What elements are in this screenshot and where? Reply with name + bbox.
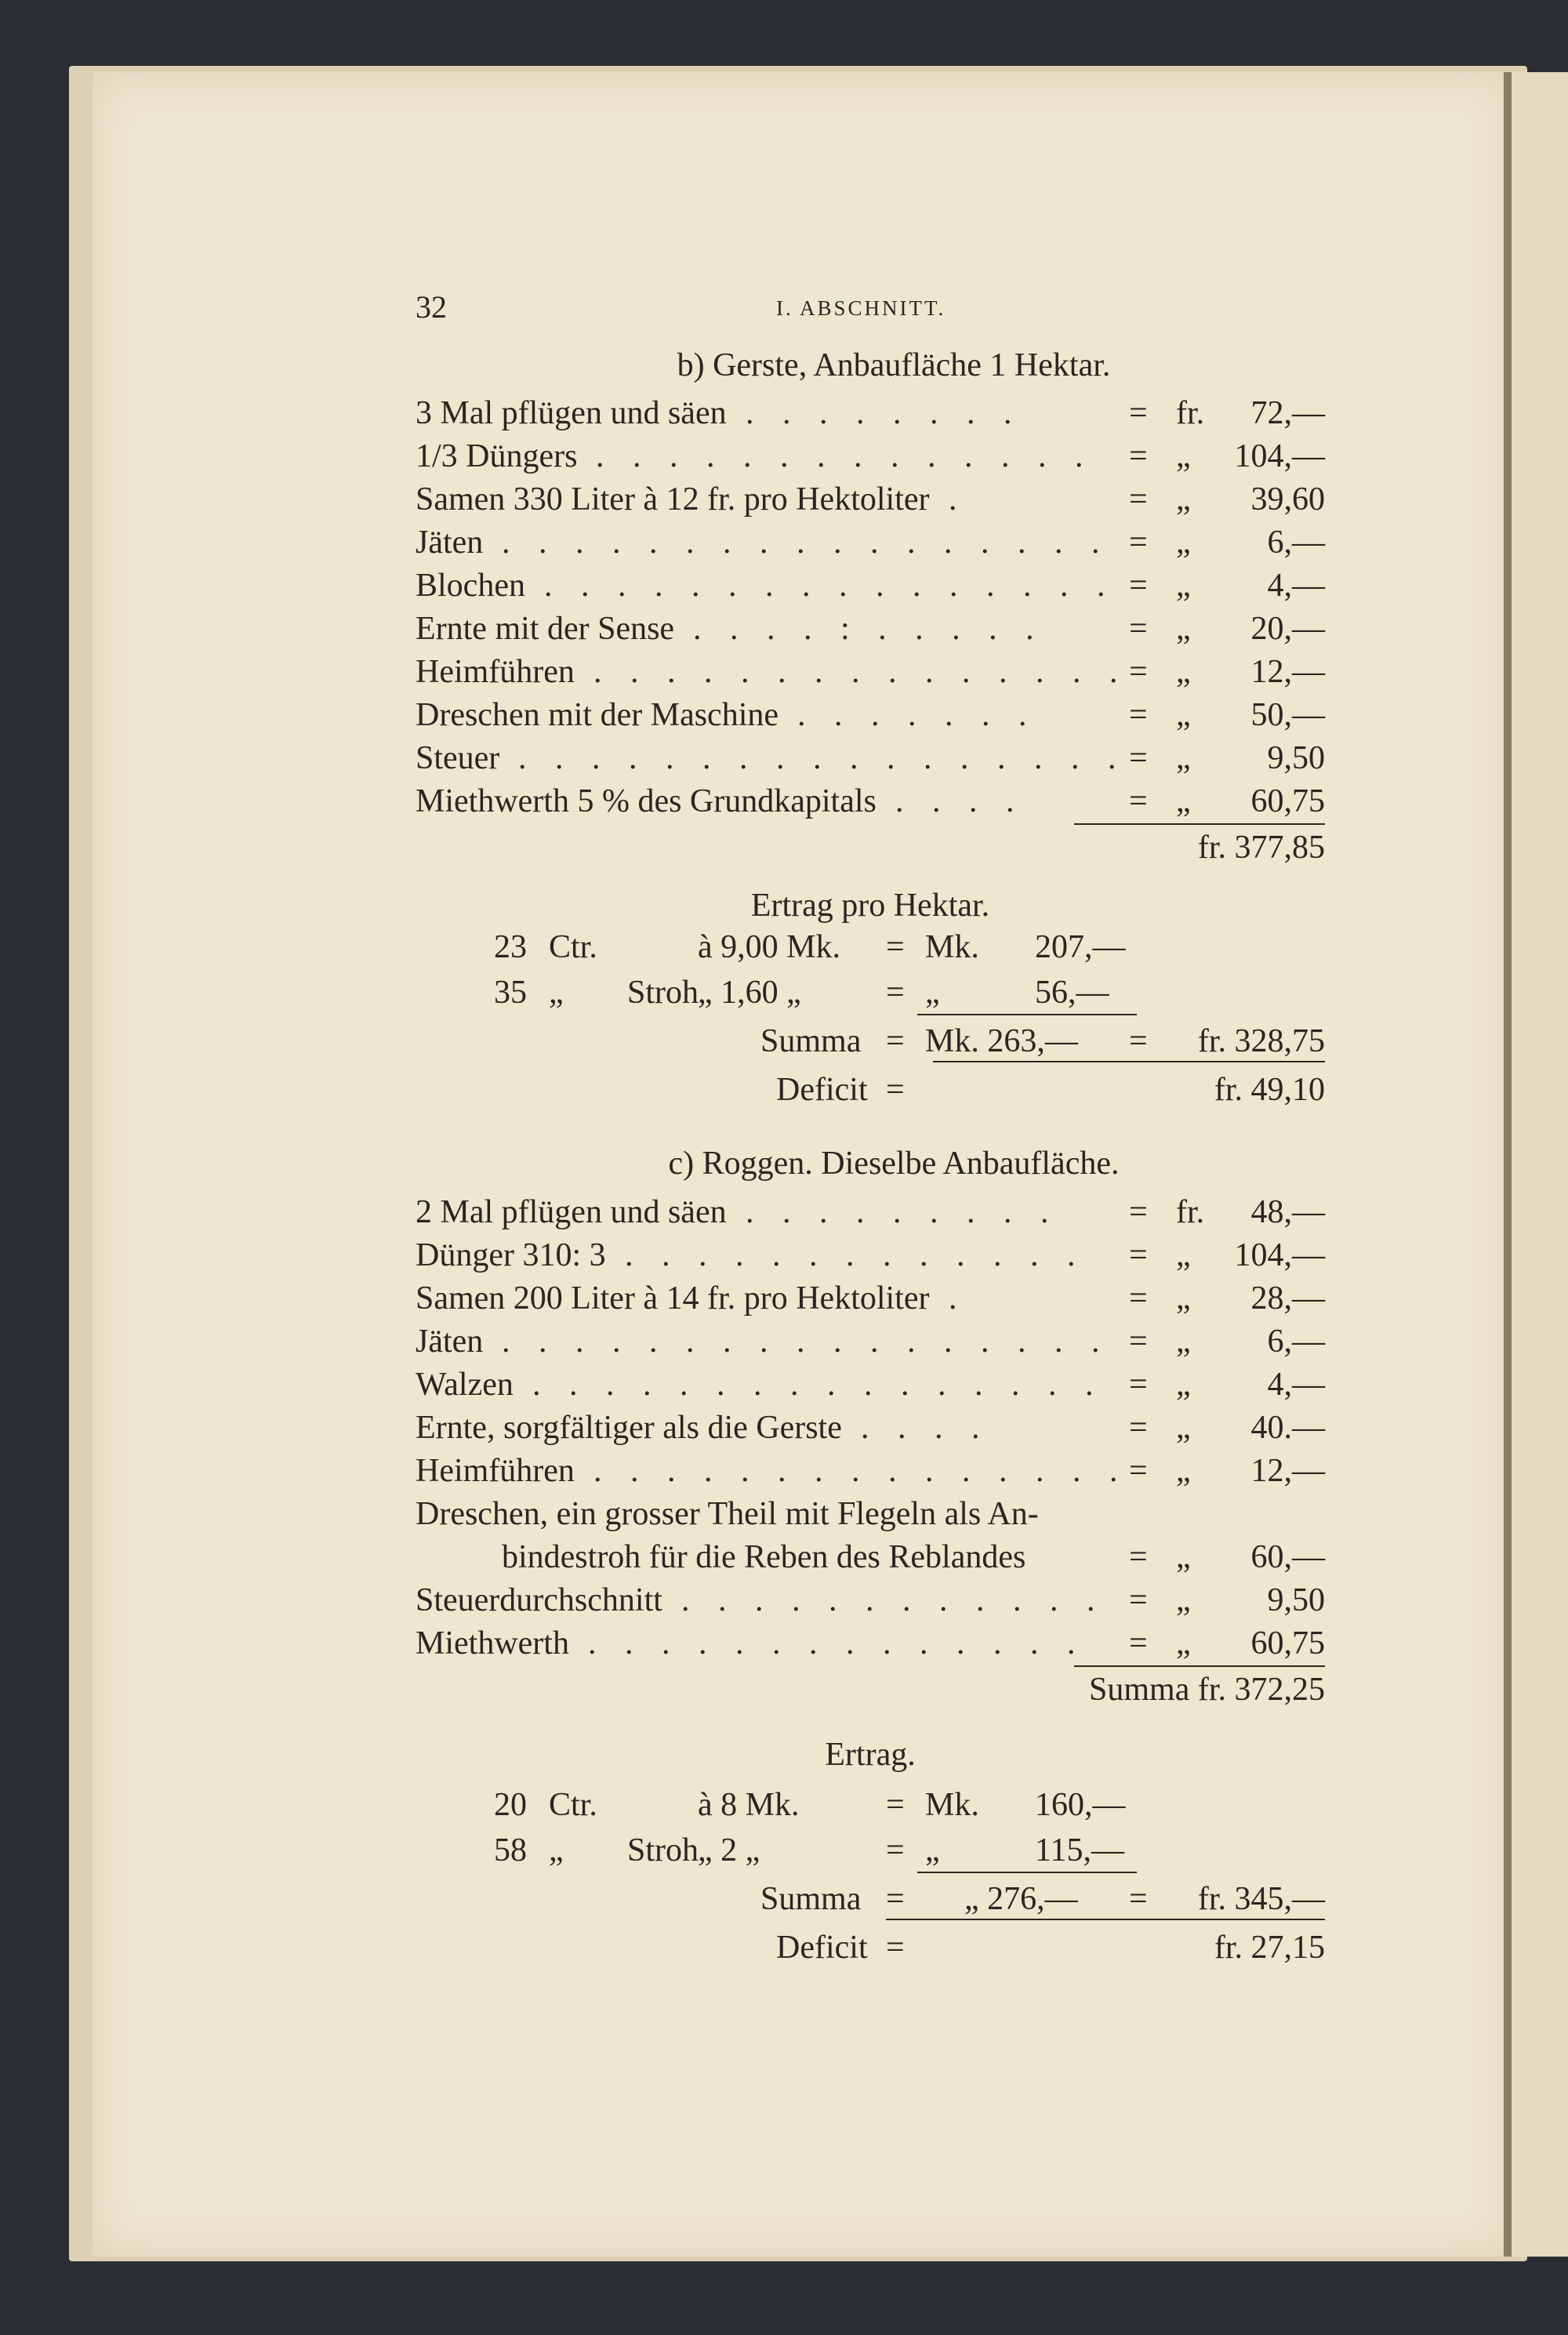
- cost-label: Ernte mit der Sense: [416, 611, 675, 647]
- yield-qty: 23: [494, 929, 527, 965]
- yield-item: Stroh: [627, 975, 699, 1011]
- cost-eq: =: [1129, 611, 1148, 647]
- yield-unit: „: [549, 1832, 564, 1868]
- cost-leader-dots: . . . . . . . . . . . . .: [625, 1237, 1086, 1273]
- cost-eq: =: [1129, 1324, 1148, 1360]
- cost-amount: 20,—: [1250, 611, 1325, 647]
- cost-currency: „: [1176, 1582, 1191, 1618]
- cost-currency: „: [1176, 1367, 1191, 1403]
- cost-amount: 104,—: [1234, 438, 1325, 474]
- total-value: Summa fr. 372,25: [1089, 1672, 1325, 1708]
- page-number: 32: [416, 289, 447, 325]
- cost-label: Dreschen mit der Maschine: [416, 697, 779, 733]
- yield-unit: Ctr.: [549, 929, 597, 965]
- cost-amount: 39,60: [1250, 481, 1325, 517]
- summa-fr: fr. 345,—: [1197, 1881, 1325, 1917]
- cost-amount: 60,—: [1250, 1539, 1325, 1575]
- cost-eq: =: [1129, 1367, 1148, 1403]
- summa-label: Summa: [760, 1023, 862, 1059]
- cost-eq: =: [1129, 568, 1148, 604]
- cost-row: [416, 608, 1325, 651]
- cost-eq: =: [1129, 1582, 1148, 1618]
- section-b-total: [416, 826, 1325, 870]
- cost-eq: =: [1129, 1453, 1148, 1489]
- cost-label: 2 Mal pflügen und säen: [416, 1194, 727, 1230]
- cost-row: [416, 435, 1325, 478]
- cost-amount: 28,—: [1250, 1280, 1325, 1316]
- cost-eq: =: [1129, 1280, 1148, 1316]
- summa-rule: [933, 1061, 1325, 1062]
- cost-currency: „: [1176, 611, 1191, 647]
- cost-amount: 104,—: [1234, 1237, 1325, 1273]
- cost-label: Heimführen: [416, 654, 575, 690]
- cost-leader-dots: . . . . . . . . . . . . . .: [588, 1625, 1086, 1661]
- cost-eq: =: [1129, 525, 1148, 561]
- cost-leader-dots: . . . . . . . . . . . . . . .: [593, 1453, 1128, 1489]
- cost-amount: 40.—: [1250, 1410, 1325, 1446]
- cost-leader-dots: .: [949, 1280, 967, 1316]
- cost-row: [416, 521, 1325, 565]
- cost-amount: 9,50: [1267, 1582, 1325, 1618]
- yield-amount: 207,—: [1035, 929, 1126, 965]
- total-rule: [1074, 823, 1325, 825]
- cost-currency: „: [1176, 481, 1191, 517]
- cost-eq: =: [1129, 697, 1148, 733]
- cost-label: Samen 330 Liter à 12 fr. pro Hektoliter: [416, 481, 930, 517]
- cost-label: Ernte, sorgfältiger als die Gerste: [416, 1410, 842, 1446]
- yield-amount: 56,—: [1035, 975, 1109, 1011]
- cost-currency: „: [1176, 1453, 1191, 1489]
- summa-eq: =: [886, 1881, 905, 1917]
- cost-eq: =: [1129, 1237, 1148, 1273]
- cost-label: Heimführen: [416, 1453, 575, 1489]
- cost-leader-dots: . . . . . . . . . . . . . . . .: [544, 568, 1116, 604]
- cost-amount: 6,—: [1267, 1324, 1325, 1360]
- cost-leader-dots: . . . . . . . . . . . . . . . . .: [502, 525, 1110, 561]
- yield-rate: à 9,00 Mk.: [698, 929, 840, 965]
- cost-leader-dots: . . . . . . . . . . . .: [681, 1582, 1105, 1618]
- deficit-eq: =: [886, 1072, 905, 1108]
- cost-label: 3 Mal pflügen und säen: [416, 395, 727, 431]
- section-c-cost-list-2: [416, 1579, 1325, 1665]
- cost-row: [416, 1450, 1325, 1493]
- deficit-eq: =: [886, 1930, 905, 1966]
- cost-eq: =: [1129, 1539, 1148, 1575]
- deficit-label: Deficit: [776, 1930, 868, 1966]
- cost-currency: fr.: [1176, 1194, 1205, 1230]
- cost-leader-dots: . . . . . . . . . . . . . . . . .: [518, 740, 1127, 776]
- cost-currency: „: [1176, 1539, 1191, 1575]
- cost-leader-dots: . . . . . . . . . . . . . . .: [593, 654, 1128, 690]
- cost-label: Blochen: [416, 568, 525, 604]
- cost-currency: „: [1176, 438, 1191, 474]
- section-b-yield-title: Ertrag pro Hektar.: [750, 888, 990, 924]
- yield-rate: à 8 Mk.: [698, 1787, 800, 1823]
- cost-eq: =: [1129, 783, 1148, 819]
- cost-row: [416, 1536, 1325, 1579]
- cost-currency: „: [1176, 1625, 1191, 1661]
- yield-rule: [917, 1014, 1137, 1015]
- cost-eq: =: [1129, 438, 1148, 474]
- cost-label: bindestroh für die Reben des Reblandes: [502, 1539, 1026, 1575]
- cost-label: Walzen: [416, 1367, 514, 1403]
- section-c-cost-list: [416, 1191, 1325, 1493]
- cost-currency: „: [1176, 525, 1191, 561]
- cost-row: [416, 1493, 1325, 1536]
- cost-leader-dots: . . . .: [861, 1410, 990, 1446]
- section-b-yield-list: [416, 924, 1325, 1015]
- cost-row: [416, 1579, 1325, 1622]
- page-content: [416, 267, 1325, 1970]
- yield-eq: =: [886, 929, 905, 965]
- section-c-yield-title: Ertrag.: [825, 1737, 916, 1773]
- cost-eq: =: [1129, 740, 1148, 776]
- cost-currency: fr.: [1176, 395, 1205, 431]
- cost-row: [416, 392, 1325, 435]
- summa-fr: fr. 328,75: [1197, 1023, 1325, 1059]
- cost-label: Samen 200 Liter à 14 fr. pro Hektoliter: [416, 1280, 930, 1316]
- yield-eq: =: [886, 1832, 905, 1868]
- deficit-fr: fr. 27,15: [1214, 1930, 1325, 1966]
- cost-row: [416, 1191, 1325, 1234]
- summa-label: Summa: [760, 1881, 862, 1917]
- section-c-total: [416, 1669, 1325, 1712]
- cost-amount: 12,—: [1250, 654, 1325, 690]
- cost-currency: „: [1176, 740, 1191, 776]
- cost-row: [416, 780, 1325, 823]
- cost-label: Dreschen, ein grosser Theil mit Flegeln als An-: [416, 1496, 1039, 1532]
- summa-eq2: =: [1129, 1881, 1148, 1917]
- yield-rate: „ 1,60 „: [698, 975, 801, 1011]
- yield-row: [416, 1782, 1325, 1828]
- cost-row: [416, 651, 1325, 694]
- yield-rate: „ 2 „: [698, 1832, 760, 1868]
- section-b-title: b) Gerste, Anbaufläche 1 Hektar.: [677, 347, 1111, 383]
- cost-amount: 60,75: [1250, 1625, 1325, 1661]
- cost-leader-dots: .: [949, 481, 967, 517]
- summa-eq: =: [886, 1023, 905, 1059]
- yield-row: [416, 924, 1325, 970]
- cost-label: 1/3 Düngers: [416, 438, 578, 474]
- cost-currency: „: [1176, 783, 1191, 819]
- section-b-summa: [416, 1019, 1325, 1064]
- cost-leader-dots: . . . . . . . . . . . . . .: [596, 438, 1094, 474]
- cost-amount: 9,50: [1267, 740, 1325, 776]
- cost-row: [416, 1277, 1325, 1320]
- yield-item: Stroh: [627, 1832, 699, 1868]
- cost-leader-dots: . . . . . . . . .: [746, 1194, 1059, 1230]
- cost-eq: =: [1129, 1194, 1148, 1230]
- summa-mk: „ 276,—: [964, 1881, 1078, 1917]
- cost-row: [416, 1622, 1325, 1665]
- summa-rule: [886, 1919, 1325, 1920]
- section-b-deficit: [416, 1067, 1325, 1113]
- cost-amount: 60,75: [1250, 783, 1325, 819]
- section-c-summa: [416, 1876, 1325, 1922]
- yield-unit: Ctr.: [549, 1787, 597, 1823]
- cost-row: [416, 694, 1325, 737]
- summa-eq2: =: [1129, 1023, 1148, 1059]
- summa-mk: Mk. 263,—: [925, 1023, 1078, 1059]
- cost-amount: 48,—: [1250, 1194, 1325, 1230]
- section-c-title: c) Roggen. Dieselbe Anbaufläche.: [668, 1146, 1120, 1182]
- yield-currency: „: [925, 1832, 940, 1868]
- section-c-deficit: [416, 1925, 1325, 1970]
- cost-leader-dots: . . . . . . . .: [746, 395, 1022, 431]
- cost-eq: =: [1129, 654, 1148, 690]
- yield-eq: =: [886, 1787, 905, 1823]
- cost-row: [416, 1407, 1325, 1450]
- yield-unit: „: [549, 975, 564, 1011]
- total-rule: [1074, 1665, 1325, 1667]
- cost-row: [416, 1364, 1325, 1407]
- yield-currency: Mk.: [925, 1787, 979, 1823]
- section-c-yield-list: [416, 1782, 1325, 1873]
- cost-row: [416, 737, 1325, 780]
- cost-label: Dünger 310: 3: [416, 1237, 606, 1273]
- cost-currency: „: [1176, 1280, 1191, 1316]
- cost-eq: =: [1129, 481, 1148, 517]
- cost-label: Miethwerth 5 % des Grundkapitals: [416, 783, 877, 819]
- cost-eq: =: [1129, 395, 1148, 431]
- cost-leader-dots: . . . . . . . . . . . . . . . . .: [502, 1324, 1110, 1360]
- cost-leader-dots: . . . . . . .: [797, 697, 1037, 733]
- yield-qty: 58: [494, 1832, 527, 1868]
- yield-amount: 160,—: [1035, 1787, 1126, 1823]
- cost-amount: 4,—: [1267, 1367, 1325, 1403]
- cost-eq: =: [1129, 1410, 1148, 1446]
- cost-row: [416, 1320, 1325, 1364]
- cost-amount: 12,—: [1250, 1453, 1325, 1489]
- deficit-fr: fr. 49,10: [1214, 1072, 1325, 1108]
- cost-label: Steuerdurchschnitt: [416, 1582, 662, 1618]
- yield-currency: Mk.: [925, 929, 979, 965]
- yield-row: [416, 970, 1325, 1015]
- cost-currency: „: [1176, 568, 1191, 604]
- yield-row: [416, 1828, 1325, 1873]
- cost-amount: 50,—: [1250, 697, 1325, 733]
- cost-amount: 4,—: [1267, 568, 1325, 604]
- cost-currency: „: [1176, 1237, 1191, 1273]
- yield-eq: =: [886, 975, 905, 1011]
- cost-row: [416, 565, 1325, 608]
- deficit-label: Deficit: [776, 1072, 868, 1108]
- cost-amount: 6,—: [1267, 525, 1325, 561]
- cost-currency: „: [1176, 654, 1191, 690]
- cost-leader-dots: . . . .: [895, 783, 1025, 819]
- page-header: [416, 267, 1325, 329]
- running-title: I. ABSCHNITT.: [776, 296, 946, 320]
- yield-qty: 20: [494, 1787, 527, 1823]
- cost-amount: 72,—: [1250, 395, 1325, 431]
- cost-eq: =: [1129, 1625, 1148, 1661]
- yield-currency: „: [925, 975, 940, 1011]
- cost-currency: „: [1176, 697, 1191, 733]
- cost-currency: „: [1176, 1410, 1191, 1446]
- cost-currency: „: [1176, 1324, 1191, 1360]
- total-value: fr. 377,85: [1197, 830, 1325, 866]
- yield-rule: [917, 1872, 1137, 1873]
- facing-page-edge: [1512, 72, 1568, 2257]
- cost-leader-dots: . . . . : . . . . .: [693, 611, 1044, 647]
- yield-amount: 115,—: [1035, 1832, 1124, 1868]
- cost-label: Miethwerth: [416, 1625, 569, 1661]
- cost-label: Jäten: [416, 525, 484, 561]
- cost-row: [416, 478, 1325, 521]
- section-b-cost-list: [416, 392, 1325, 823]
- cost-label: Jäten: [416, 1324, 484, 1360]
- cost-row: [416, 1234, 1325, 1277]
- cost-leader-dots: . . . . . . . . . . . . . . . .: [532, 1367, 1104, 1403]
- yield-qty: 35: [494, 975, 527, 1011]
- cost-label: Steuer: [416, 740, 500, 776]
